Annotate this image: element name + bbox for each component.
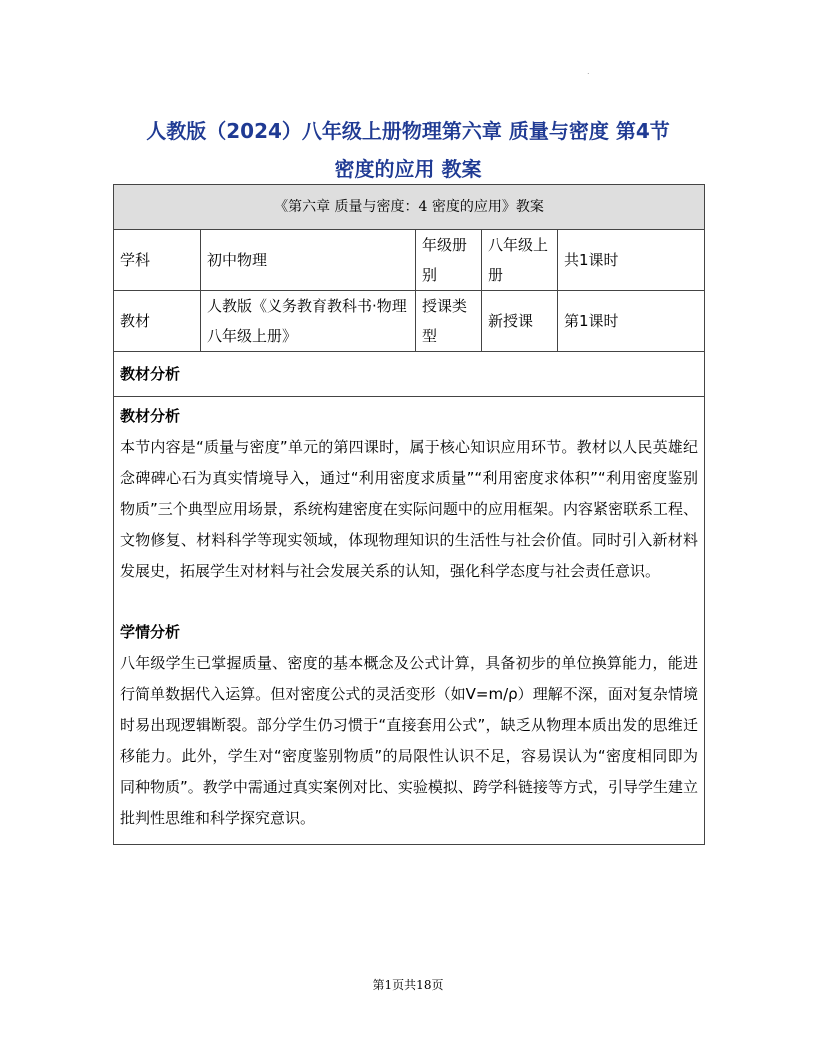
textbook-row xyxy=(114,291,705,352)
spacer xyxy=(120,587,698,617)
table-header: 《第六章 质量与密度：4 密度的应用》教案 xyxy=(114,185,705,230)
subject-value: 初中物理 xyxy=(201,230,416,291)
textbook-value: 人教版《义务教育教科书·物理八年级上册》 xyxy=(201,291,416,352)
lesson-type-label: 授课类型 xyxy=(416,291,482,352)
table-header-row xyxy=(114,185,705,230)
textbook-label: 教材 xyxy=(114,291,201,352)
students-title: 学情分析 xyxy=(120,623,181,641)
content-cell xyxy=(114,397,705,845)
content-row xyxy=(114,397,705,845)
section-heading: 教材分析 xyxy=(114,352,705,397)
page-mark: . xyxy=(587,67,590,76)
lesson-type-value: 新授课 xyxy=(482,291,558,352)
section-heading-row xyxy=(114,352,705,397)
total-lessons-value: 共1课时 xyxy=(558,230,705,291)
title-line-1: 人教版（2024）八年级上册物理第六章 质量与密度 第4节 xyxy=(146,119,670,143)
document-title xyxy=(100,112,716,188)
title-line-2: 密度的应用 教案 xyxy=(334,157,482,181)
subject-row xyxy=(114,230,705,291)
subject-label: 学科 xyxy=(114,230,201,291)
grade-label: 年级册别 xyxy=(416,230,482,291)
lesson-plan-table xyxy=(113,184,705,845)
analysis-text: 本节内容是“质量与密度”单元的第四课时，属于核心知识应用环节。教材以人民英雄纪念碑碑心石为真实情境导入，通过“利用密度求质量”“利用密度求体积”“利用密度鉴别物质”三个典型应用场景，系统构建密度在实际问题中的应用框架。内容紧密联系工程、文物修复、材料科学等现实领域，体现物理知识的生活性与社会价值。同时引入新材料发展史，拓展学生对材料与社会发展关系的认知，强化科学态度与社会责任意识。 xyxy=(120,438,698,580)
grade-value: 八年级上册 xyxy=(482,230,558,291)
students-text: 八年级学生已掌握质量、密度的基本概念及公式计算，具备初步的单位换算能力，能进行简单数据代入运算。但对密度公式的灵活变形（如V=m/ρ）理解不深，面对复杂情境时易出现逻辑断裂。部分学生仍习惯于“直接套用公式”，缺乏从物理本质出发的思维迁移能力。此外，学生对“密度鉴别物质”的局限性认识不足，容易误认为“密度相同即为同种物质”。教学中需通过真实案例对比、实验模拟、跨学科链接等方式，引导学生建立批判性思维和科学探究意识。 xyxy=(120,654,698,827)
lesson-number-value: 第1课时 xyxy=(558,291,705,352)
page-footer: 第1页共18页 xyxy=(372,978,444,992)
analysis-title: 教材分析 xyxy=(120,407,181,425)
